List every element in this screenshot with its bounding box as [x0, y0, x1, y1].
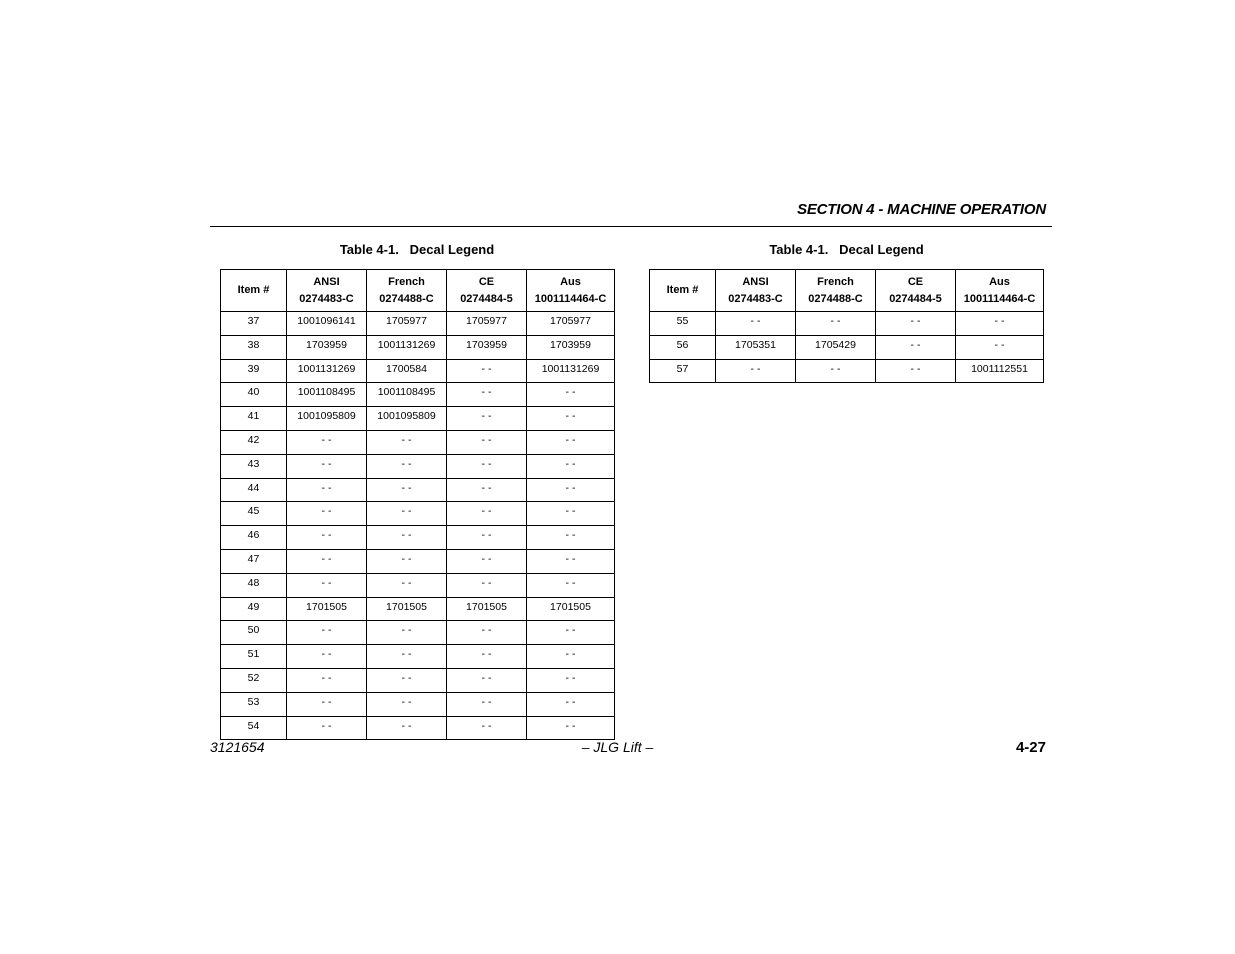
cell-ce: - - [447, 549, 527, 573]
table-row [221, 621, 615, 645]
cell-aus: - - [527, 407, 615, 431]
cell-french: 1701505 [367, 597, 447, 621]
cell-item: 52 [221, 668, 287, 692]
table-row [221, 549, 615, 573]
cell-aus: 1001131269 [527, 359, 615, 383]
cell-item: 49 [221, 597, 287, 621]
cell-ansi: - - [287, 430, 367, 454]
table-row [221, 312, 615, 336]
cell-french: 1705429 [796, 335, 876, 359]
cell-item: 50 [221, 621, 287, 645]
cell-ce: - - [876, 335, 956, 359]
table-row [221, 454, 615, 478]
column-header-aus: Aus 1001114464-C [956, 270, 1044, 312]
cell-item: 46 [221, 526, 287, 550]
cell-ce: 1703959 [447, 335, 527, 359]
cell-french: - - [367, 526, 447, 550]
cell-aus: - - [527, 430, 615, 454]
cell-ce: - - [447, 573, 527, 597]
column-header-item: Item # [650, 270, 716, 312]
cell-aus: - - [527, 645, 615, 669]
table-row [650, 335, 1044, 359]
cell-item: 56 [650, 335, 716, 359]
cell-ansi: - - [287, 478, 367, 502]
cell-ce: - - [447, 716, 527, 740]
decal-legend-table-right [649, 269, 1044, 383]
cell-ansi: - - [287, 621, 367, 645]
cell-ansi: 1001095809 [287, 407, 367, 431]
page-number: 4-27 [1015, 739, 1046, 756]
table-header-row [650, 270, 1044, 312]
cell-ce: - - [447, 692, 527, 716]
cell-aus: 1001112551 [956, 359, 1044, 383]
column-header-french: French 0274488-C [796, 270, 876, 312]
cell-french: - - [367, 668, 447, 692]
cell-ce: - - [447, 502, 527, 526]
footer-brand: – JLG Lift – [581, 739, 654, 755]
column-header-item: Item # [221, 270, 287, 312]
cell-french: - - [367, 621, 447, 645]
table-row [221, 502, 615, 526]
cell-ansi: - - [287, 454, 367, 478]
header-divider [210, 226, 1052, 227]
cell-ansi: - - [716, 312, 796, 336]
cell-ce: - - [447, 645, 527, 669]
cell-item: 57 [650, 359, 716, 383]
cell-aus: - - [527, 549, 615, 573]
table-header-row [221, 270, 615, 312]
cell-aus: - - [527, 573, 615, 597]
cell-item: 53 [221, 692, 287, 716]
cell-aus: - - [527, 454, 615, 478]
cell-item: 37 [221, 312, 287, 336]
cell-french: - - [796, 312, 876, 336]
cell-french: - - [367, 454, 447, 478]
cell-aus: 1703959 [527, 335, 615, 359]
cell-ansi: - - [287, 692, 367, 716]
cell-aus: 1701505 [527, 597, 615, 621]
cell-aus: - - [527, 621, 615, 645]
cell-item: 47 [221, 549, 287, 573]
cell-french: - - [367, 549, 447, 573]
table-row [221, 407, 615, 431]
cell-french: 1001095809 [367, 407, 447, 431]
cell-aus: - - [956, 312, 1044, 336]
cell-ansi: - - [287, 716, 367, 740]
cell-ce: - - [447, 526, 527, 550]
cell-ansi: - - [287, 526, 367, 550]
cell-item: 39 [221, 359, 287, 383]
document-number: 3121654 [210, 739, 265, 755]
cell-ce: - - [447, 621, 527, 645]
cell-item: 43 [221, 454, 287, 478]
cell-ce: - - [447, 407, 527, 431]
table-caption-left: Table 4-1. Decal Legend [339, 242, 495, 257]
cell-ansi: - - [287, 502, 367, 526]
cell-french: - - [367, 573, 447, 597]
cell-french: - - [367, 502, 447, 526]
cell-french: - - [367, 478, 447, 502]
cell-french: - - [367, 645, 447, 669]
cell-ansi: - - [716, 359, 796, 383]
table-row [221, 716, 615, 740]
table-row [221, 573, 615, 597]
section-title: SECTION 4 - MACHINE OPERATION [797, 201, 1046, 218]
cell-item: 48 [221, 573, 287, 597]
cell-item: 38 [221, 335, 287, 359]
cell-item: 51 [221, 645, 287, 669]
cell-aus: 1705977 [527, 312, 615, 336]
table-row [221, 430, 615, 454]
cell-item: 42 [221, 430, 287, 454]
cell-aus: - - [527, 383, 615, 407]
cell-aus: - - [956, 335, 1044, 359]
cell-french: - - [367, 716, 447, 740]
cell-ansi: 1001096141 [287, 312, 367, 336]
table-row [650, 359, 1044, 383]
table-row [221, 645, 615, 669]
cell-aus: - - [527, 478, 615, 502]
column-header-ansi: ANSI 0274483-C [287, 270, 367, 312]
cell-ansi: 1001108495 [287, 383, 367, 407]
cell-ansi: 1703959 [287, 335, 367, 359]
cell-ce: - - [876, 312, 956, 336]
table-row [221, 359, 615, 383]
column-header-ansi: ANSI 0274483-C [716, 270, 796, 312]
cell-aus: - - [527, 716, 615, 740]
cell-item: 55 [650, 312, 716, 336]
cell-ansi: - - [287, 668, 367, 692]
cell-aus: - - [527, 502, 615, 526]
column-header-ce: CE 0274484-5 [447, 270, 527, 312]
column-header-ce: CE 0274484-5 [876, 270, 956, 312]
cell-aus: - - [527, 526, 615, 550]
table-row [650, 312, 1044, 336]
table-row [221, 335, 615, 359]
table-row [221, 597, 615, 621]
column-header-french: French 0274488-C [367, 270, 447, 312]
cell-french: 1001108495 [367, 383, 447, 407]
cell-french: 1001131269 [367, 335, 447, 359]
cell-ansi: - - [287, 645, 367, 669]
cell-ce: - - [447, 454, 527, 478]
cell-french: 1705977 [367, 312, 447, 336]
table-row [221, 526, 615, 550]
cell-ansi: 1701505 [287, 597, 367, 621]
cell-ansi: - - [287, 573, 367, 597]
cell-french: - - [367, 430, 447, 454]
cell-french: - - [367, 692, 447, 716]
cell-ansi: - - [287, 549, 367, 573]
cell-item: 54 [221, 716, 287, 740]
cell-item: 44 [221, 478, 287, 502]
cell-item: 41 [221, 407, 287, 431]
cell-ce: 1705977 [447, 312, 527, 336]
cell-aus: - - [527, 668, 615, 692]
table-row [221, 668, 615, 692]
cell-french: 1700584 [367, 359, 447, 383]
cell-ce: - - [447, 478, 527, 502]
decal-legend-table-left [220, 269, 615, 740]
cell-ce: - - [447, 668, 527, 692]
cell-aus: - - [527, 692, 615, 716]
cell-ce: - - [447, 430, 527, 454]
cell-item: 40 [221, 383, 287, 407]
cell-item: 45 [221, 502, 287, 526]
cell-ansi: 1001131269 [287, 359, 367, 383]
cell-french: - - [796, 359, 876, 383]
cell-ce: - - [447, 383, 527, 407]
table-row [221, 478, 615, 502]
cell-ce: 1701505 [447, 597, 527, 621]
cell-ce: - - [876, 359, 956, 383]
table-row [221, 692, 615, 716]
table-caption-right: Table 4-1. Decal Legend [769, 242, 924, 257]
cell-ansi: 1705351 [716, 335, 796, 359]
column-header-aus: Aus 1001114464-C [527, 270, 615, 312]
cell-ce: - - [447, 359, 527, 383]
table-row [221, 383, 615, 407]
